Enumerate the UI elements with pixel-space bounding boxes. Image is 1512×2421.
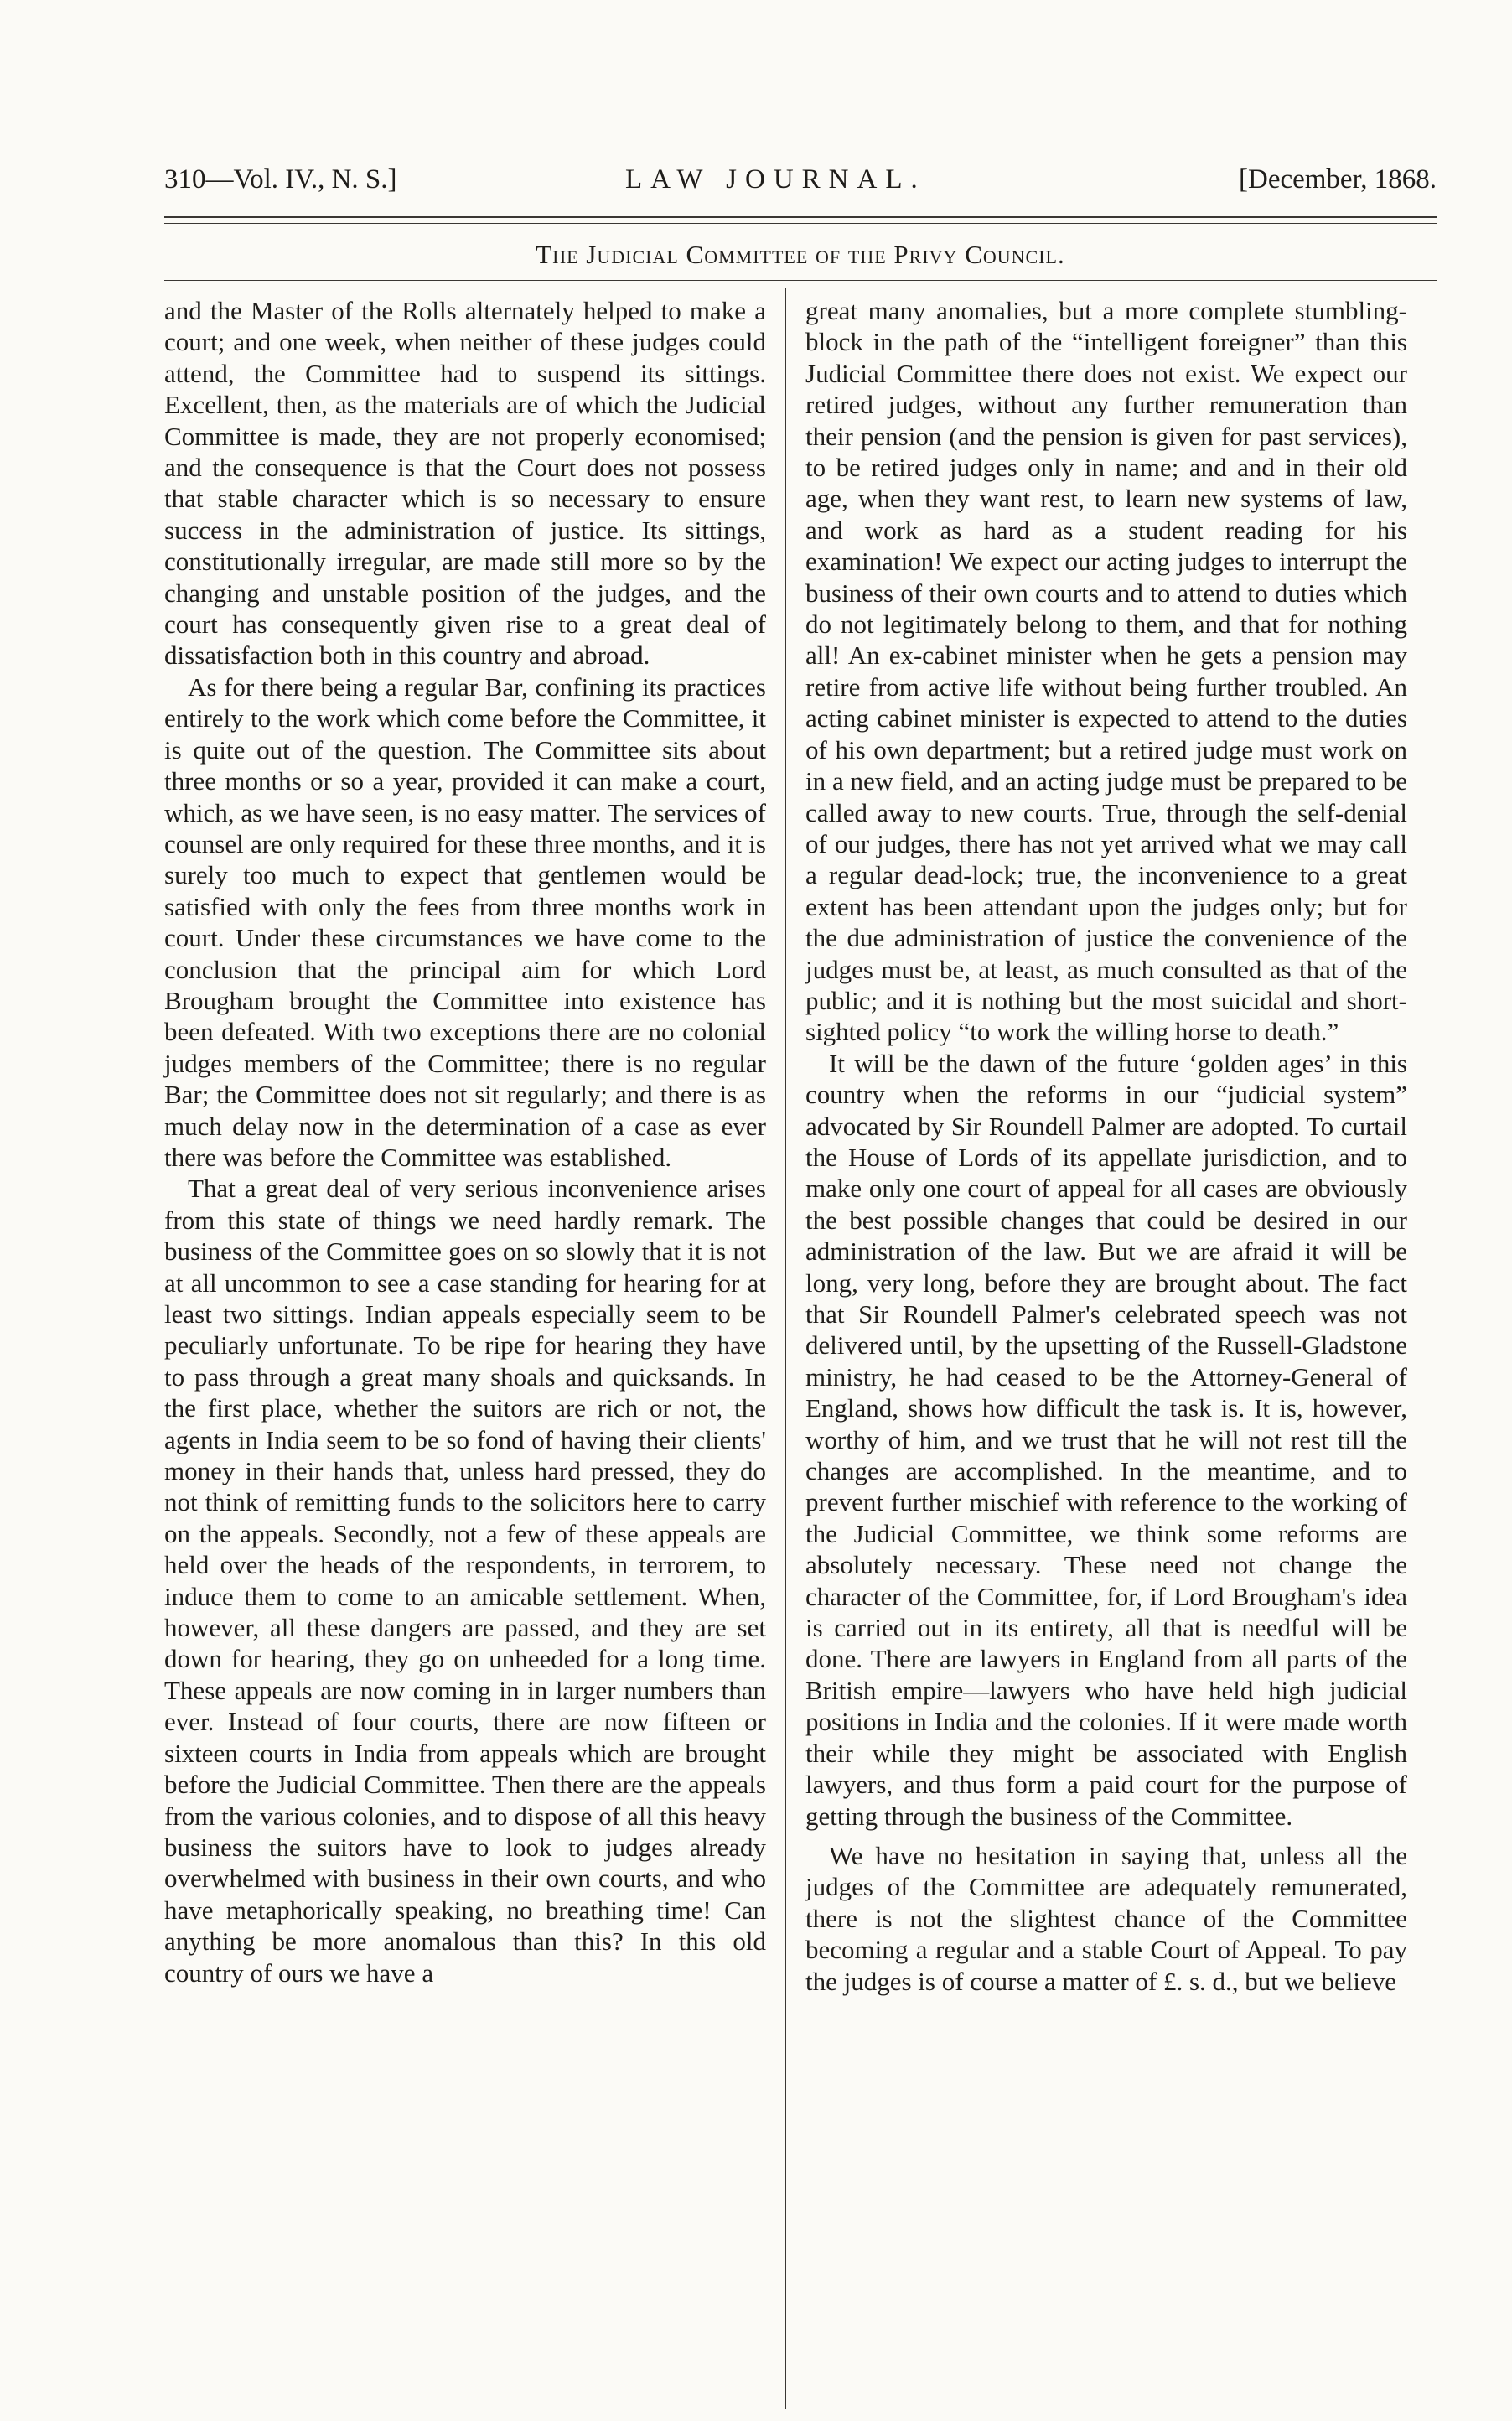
issue-date: [December, 1868. xyxy=(1239,164,1437,194)
running-head xyxy=(164,158,1437,201)
header-double-rule xyxy=(164,216,1437,224)
right-column xyxy=(805,295,1407,1997)
journal-title: LAW JOURNAL. xyxy=(625,164,926,194)
left-column xyxy=(164,295,766,1988)
right-paragraph-1: great many anomalies, but a more complete stumbling-block in the path of the “intelligent foreigner” than this Judicial Committee there does not exist. We expect our retired judges, without any further remuneration than their pension (and the pension is given for past services), to be retired judges only in name; and and in their old age, when they want rest, to learn new systems of law, and work as hard as a student reading for his examination! We expect our acting judges to interrupt the business of their own courts and to attend to duties which do not legitimately belong to them, and that for nothing all! An ex-cabinet minister when he gets a pension may retire from active life without being further troubled. An acting cabinet minister is expected to attend to the duties of his own department; but a retired judge must work on in a new field, and an acting judge must be prepared to be called away to new courts. True, through the self-denial of our judges, there has not yet arrived what we may call a regular dead-lock; true, the inconvenience to a great extent has been attendant upon the judges only; but for the due administration of justice the convenience of the judges must be, at least, as much consulted as that of the public; and it is nothing but the most suicidal and short-sighted policy “to work the willing horse to death.” xyxy=(805,296,1407,1047)
left-paragraph-3: That a great deal of very serious inconvenience arises from this state of things we need hardly remark. The business of the Committee goes on so slowly that it is not at all uncommon to see a case standing for hearing for at least two sittings. Indian appeals especially seem to be peculiarly unfortunate. To be ripe for hearing they have to pass through a great many shoals and quicksands. In the first place, whether the suitors are rich or not, the agents in India seem to be so fond of having their clients' money in their hands that, unless hard pressed, they do not think of remitting funds to the solicitors here to carry on the appeals. Secondly, not a few of these appeals are held over the heads of the respondents, in terrorem, to induce them to come to an amicable settlement. When, however, all these dangers are passed, and they are set down for hearing, they go on unheeded for a long time. These appeals are now coming in in larger numbers than ever. Instead of four courts, there are now fifteen or sixteen courts in India from appeals which are brought before the Judicial Committee. Then there are the appeals from the various colonies, and to dispose of all this heavy business the suitors have to look to judges already overwhelmed with business in their own courts, and who have metaphorically speaking, no breathing time! Can anything be more anomalous than this? In this old country of ours we have a xyxy=(164,1174,766,1988)
column-divider xyxy=(785,288,786,2409)
left-paragraph-1: and the Master of the Rolls alternately helped to make a court; and one week, when neither of these judges could attend, the Committee had to suspend its sittings. Excellent, then, as the materials are of which the Judicial Committee is made, they are not properly economised; and the consequence is that the Court does not possess that stable character which is so necessary to ensure success in the administration of justice. Its sittings, constitutionally irregular, are made still more so by the changing and unstable position of the judges, and the court has consequently given rise to a great deal of dissatisfaction both in this country and abroad. xyxy=(164,296,766,671)
right-paragraph-3: We have no hesitation in saying that, unless all the judges of the Committee are adequately remunerated, there is not the slightest chance of the Committee becoming a regular and a stable Court of Appeal. To pay the judges is of course a matter of £. s. d., but we believe xyxy=(805,1840,1407,1996)
page-volume-reference: 310—Vol. IV., N. S.] xyxy=(164,164,397,194)
section-title: The Judicial Committee of the Privy Council. xyxy=(536,240,1065,269)
section-title-rule xyxy=(164,280,1437,281)
right-paragraph-2: It will be the dawn of the future ‘golden ages’ in this country when the reforms in our “judicial system” advocated by Sir Roundell Palmer are adopted. To curtail the House of Lords of its appellate jurisdiction, and to make only one court of appeal for all cases are obviously the best possible changes that could be desired in our administration of the law. But we are afraid it will be long, very long, before they are brought about. The fact that Sir Roundell Palmer's celebrated speech was not delivered until, by the upsetting of the Russell-Gladstone ministry, he had ceased to be the Attorney-General of England, shows how difficult the task is. It is, however, worthy of him, and we trust that he will not rest till the changes are accomplished. In the meantime, and to prevent further mischief with reference to the working of the Judicial Committee, we think some reforms are absolutely necessary. These need not change the character of the Committee, for, if Lord Brougham's idea is carried out in its entirety, all that is needful will be done. There are lawyers in England from all parts of the British empire—lawyers who have held high judicial positions in India and the colonies. If it were made worth their while they might be associated with English lawyers, and thus form a paid court for the purpose of getting through the business of the Committee. xyxy=(805,1048,1407,1831)
left-paragraph-2: As for there being a regular Bar, confining its practices entirely to the work which come before the Committee, it is quite out of the question. The Committee sits about three months or so a year, provided it can make a court, which, as we have seen, is no easy matter. The services of counsel are only required for these three months, and it is surely too much to expect that gentlemen would be satisfied with only the fees from three months work in court. Under these circumstances we have come to the conclusion that the principal aim for which Lord Brougham brought the Committee into existence has been defeated. With two exceptions there are no colonial judges members of the Committee; there is no regular Bar; the Committee does not sit regularly; and there is as much delay now in the determination of a case as ever there was before the Committee was established. xyxy=(164,671,766,1172)
